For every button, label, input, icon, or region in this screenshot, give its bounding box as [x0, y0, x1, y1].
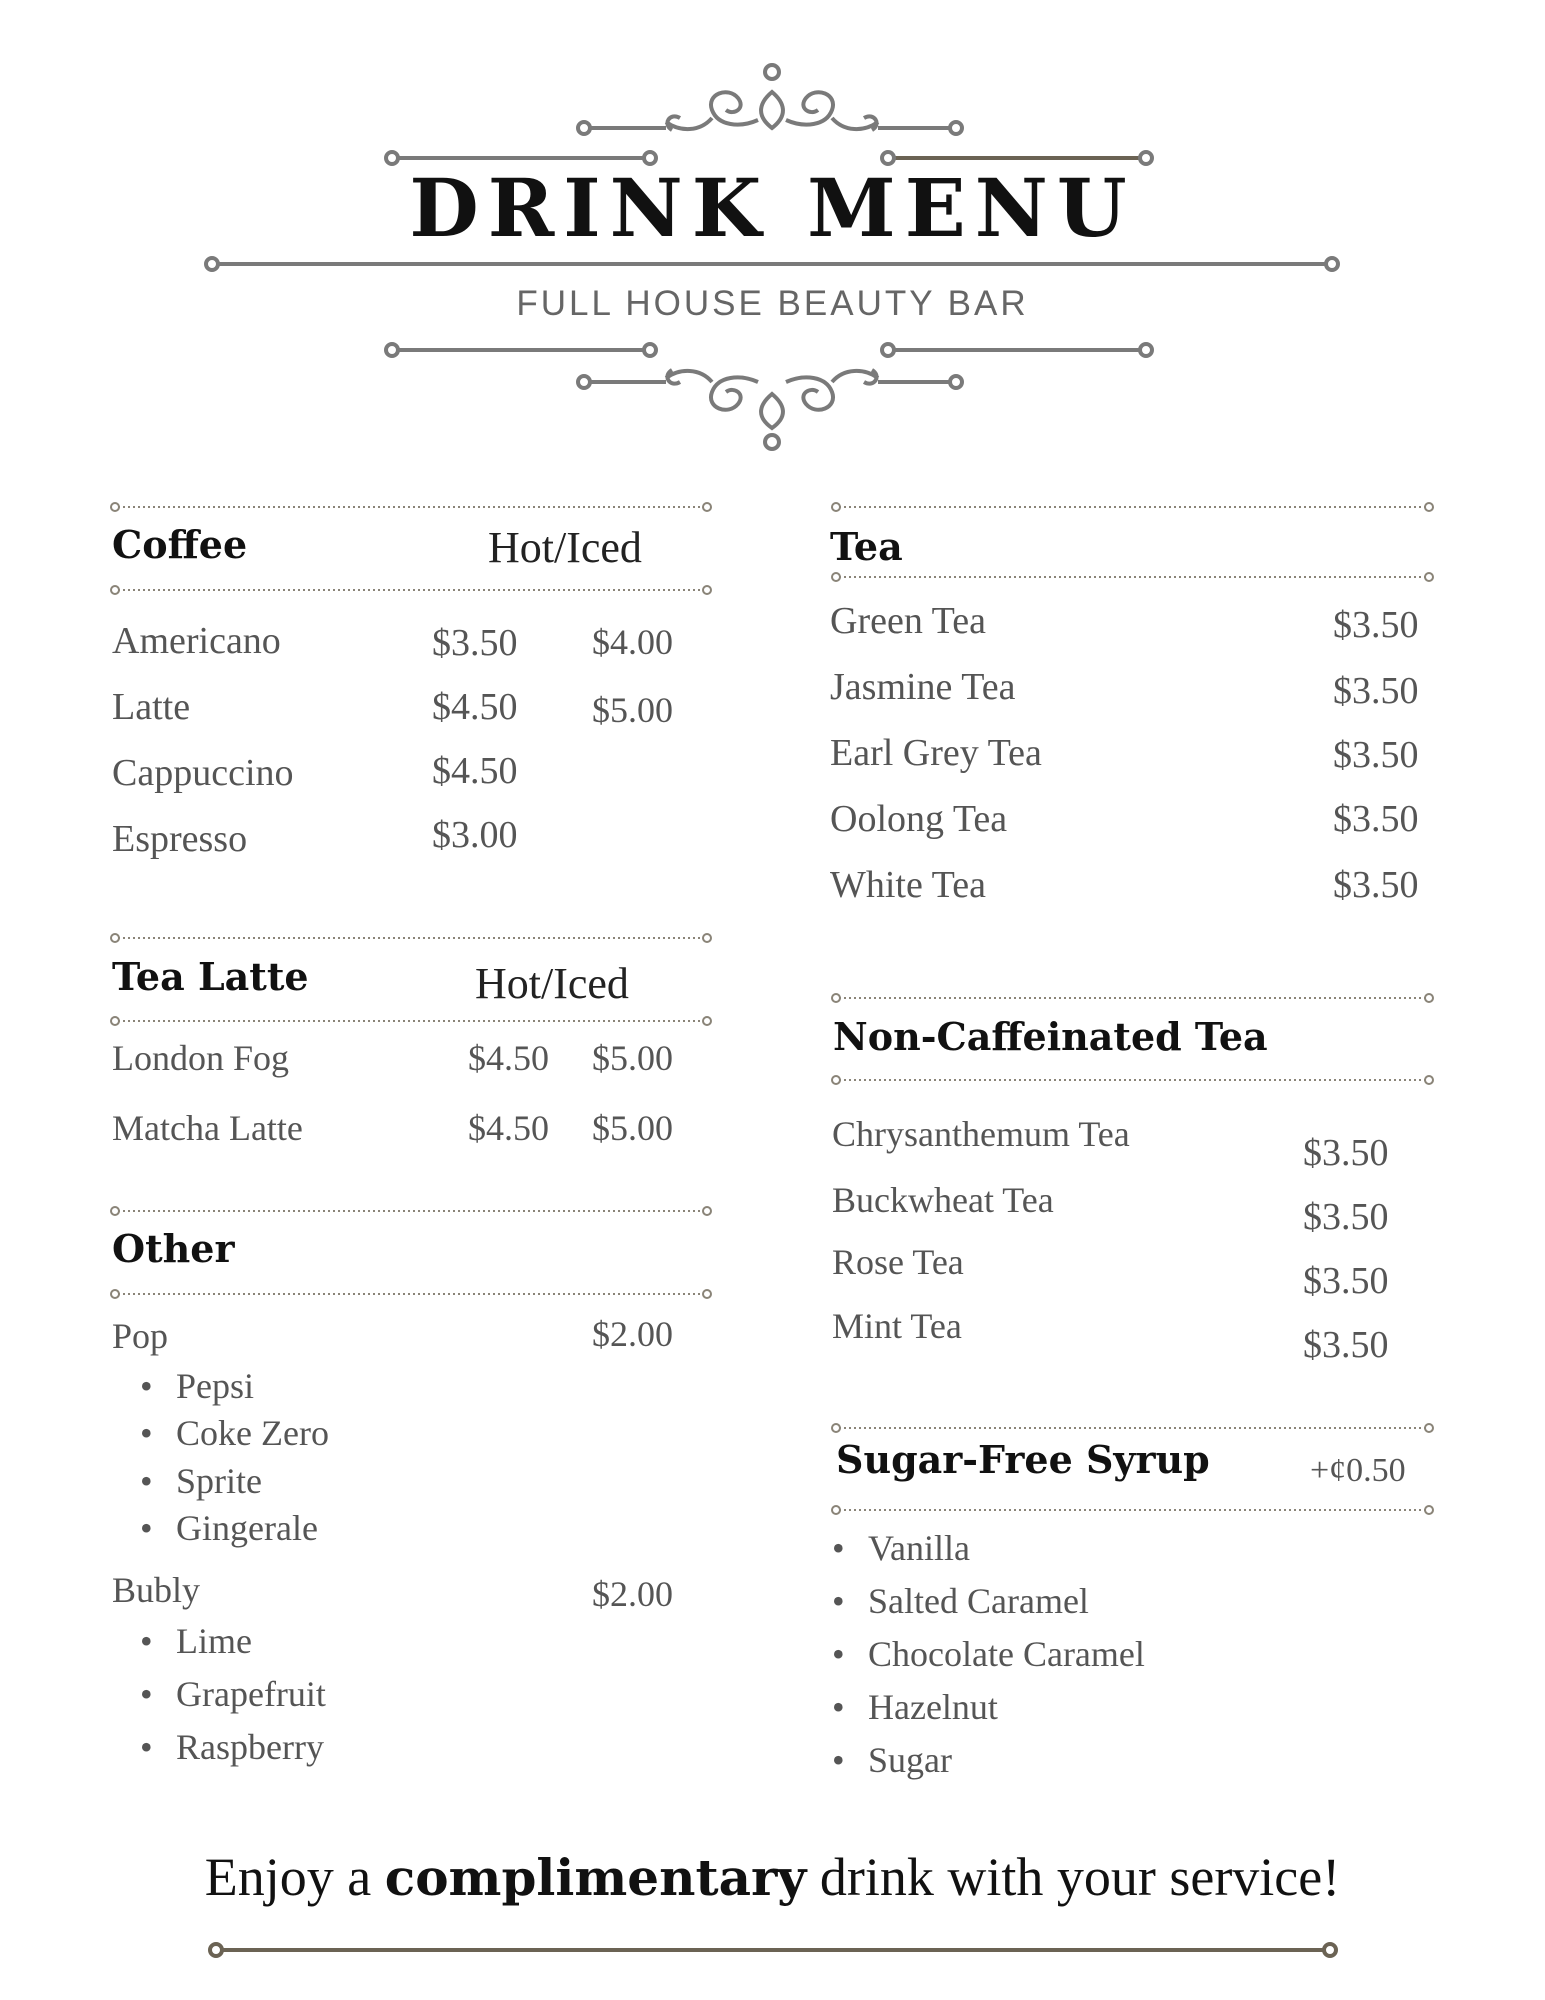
section-rules — [118, 507, 1426, 1510]
page-title: DRINK MENU — [409, 161, 1136, 255]
coffee-item-iced-price: $4.00 — [592, 622, 673, 662]
coffee-item-name: Cappuccino — [112, 752, 294, 794]
tea-latte-item-iced-price: $5.00 — [592, 1038, 673, 1078]
non-caffeinated-tea-item-name: Rose Tea — [832, 1242, 964, 1282]
title-rule — [206, 258, 1338, 270]
coffee-item-hot-price: $3.50 — [432, 622, 518, 664]
footer-text-start: Enjoy a — [204, 1847, 385, 1907]
coffee-item-hot-price: $4.50 — [432, 750, 518, 792]
coffee-item-hot-price: $3.00 — [432, 814, 518, 856]
non-caffeinated-tea-item-name: Mint Tea — [832, 1306, 962, 1346]
tea-item-price: $3.50 — [1333, 604, 1419, 646]
tea-item-name: White Tea — [830, 864, 986, 906]
non-caffeinated-tea-heading: Non-Caffeinated Tea — [833, 1014, 1268, 1059]
tea-item-price: $3.50 — [1333, 734, 1419, 776]
non-caffeinated-tea-item-name: Chrysanthemum Tea — [832, 1114, 1130, 1154]
syrup-price: +¢0.50 — [1310, 1452, 1406, 1489]
list-item: • Sugar — [868, 1742, 952, 1778]
coffee-item-name: Americano — [112, 620, 281, 662]
non-caffeinated-tea-item-price: $3.50 — [1303, 1324, 1389, 1366]
list-item: • Salted Caramel — [868, 1583, 1089, 1619]
tea-item-name: Earl Grey Tea — [830, 732, 1042, 774]
tea-heading: Tea — [830, 524, 903, 569]
list-item: • Chocolate Caramel — [868, 1636, 1145, 1672]
footer-rule — [210, 1944, 1336, 1956]
tea-item-price: $3.50 — [1333, 864, 1419, 906]
top-flourish-icon — [386, 65, 1152, 164]
footer-text-end: drink with your service! — [806, 1847, 1341, 1907]
list-item: • Raspberry — [176, 1729, 324, 1765]
footer-emphasis: complimentary — [384, 1848, 807, 1907]
list-item: • Sprite — [176, 1463, 262, 1499]
tea-item-name: Green Tea — [830, 600, 986, 642]
non-caffeinated-tea-item-name: Buckwheat Tea — [832, 1180, 1054, 1220]
tea-item-name: Jasmine Tea — [830, 666, 1016, 708]
list-item: • Pepsi — [176, 1368, 254, 1404]
coffee-item-hot-price: $4.50 — [432, 686, 518, 728]
coffee-hot-iced-label: Hot/Iced — [488, 523, 642, 572]
coffee-item-name: Espresso — [112, 818, 248, 860]
tea-latte-item-iced-price: $5.00 — [592, 1108, 673, 1148]
tea-item-price: $3.50 — [1333, 798, 1419, 840]
other-group-price: $2.00 — [592, 1574, 673, 1614]
list-item: • Grapefruit — [176, 1676, 326, 1712]
tea-latte-item-hot-price: $4.50 — [468, 1108, 549, 1148]
tea-item-name: Oolong Tea — [830, 798, 1008, 840]
section-rule-ends — [111, 503, 1433, 1514]
non-caffeinated-tea-item-price: $3.50 — [1303, 1196, 1389, 1238]
coffee-item-iced-price: $5.00 — [592, 690, 673, 730]
non-caffeinated-tea-item-price: $3.50 — [1303, 1260, 1389, 1302]
other-group-name: Pop — [112, 1316, 169, 1356]
list-item: • Vanilla — [868, 1530, 970, 1566]
list-item: • Coke Zero — [176, 1415, 329, 1451]
list-item: • Gingerale — [176, 1510, 318, 1546]
bottom-flourish-icon — [386, 344, 1152, 449]
list-item: • Lime — [176, 1623, 252, 1659]
other-group-name: Bubly — [112, 1570, 201, 1610]
other-group-price: $2.00 — [592, 1314, 673, 1354]
tea-latte-item-name: Matcha Latte — [112, 1108, 303, 1148]
tea-latte-item-hot-price: $4.50 — [468, 1038, 549, 1078]
other-heading: Other — [112, 1226, 235, 1271]
list-item: • Hazelnut — [868, 1689, 998, 1725]
syrup-heading: Sugar-Free Syrup — [836, 1437, 1210, 1482]
footer-message — [0, 1847, 1545, 1907]
tea-item-price: $3.50 — [1333, 670, 1419, 712]
non-caffeinated-tea-item-price: $3.50 — [1303, 1132, 1389, 1174]
tea-latte-heading: Tea Latte — [112, 954, 309, 999]
business-name: FULL HOUSE BEAUTY BAR — [516, 284, 1029, 323]
coffee-heading: Coffee — [112, 522, 248, 567]
tea-latte-hot-iced-label: Hot/Iced — [475, 959, 629, 1008]
coffee-item-name: Latte — [112, 686, 191, 728]
tea-latte-item-name: London Fog — [112, 1038, 290, 1078]
